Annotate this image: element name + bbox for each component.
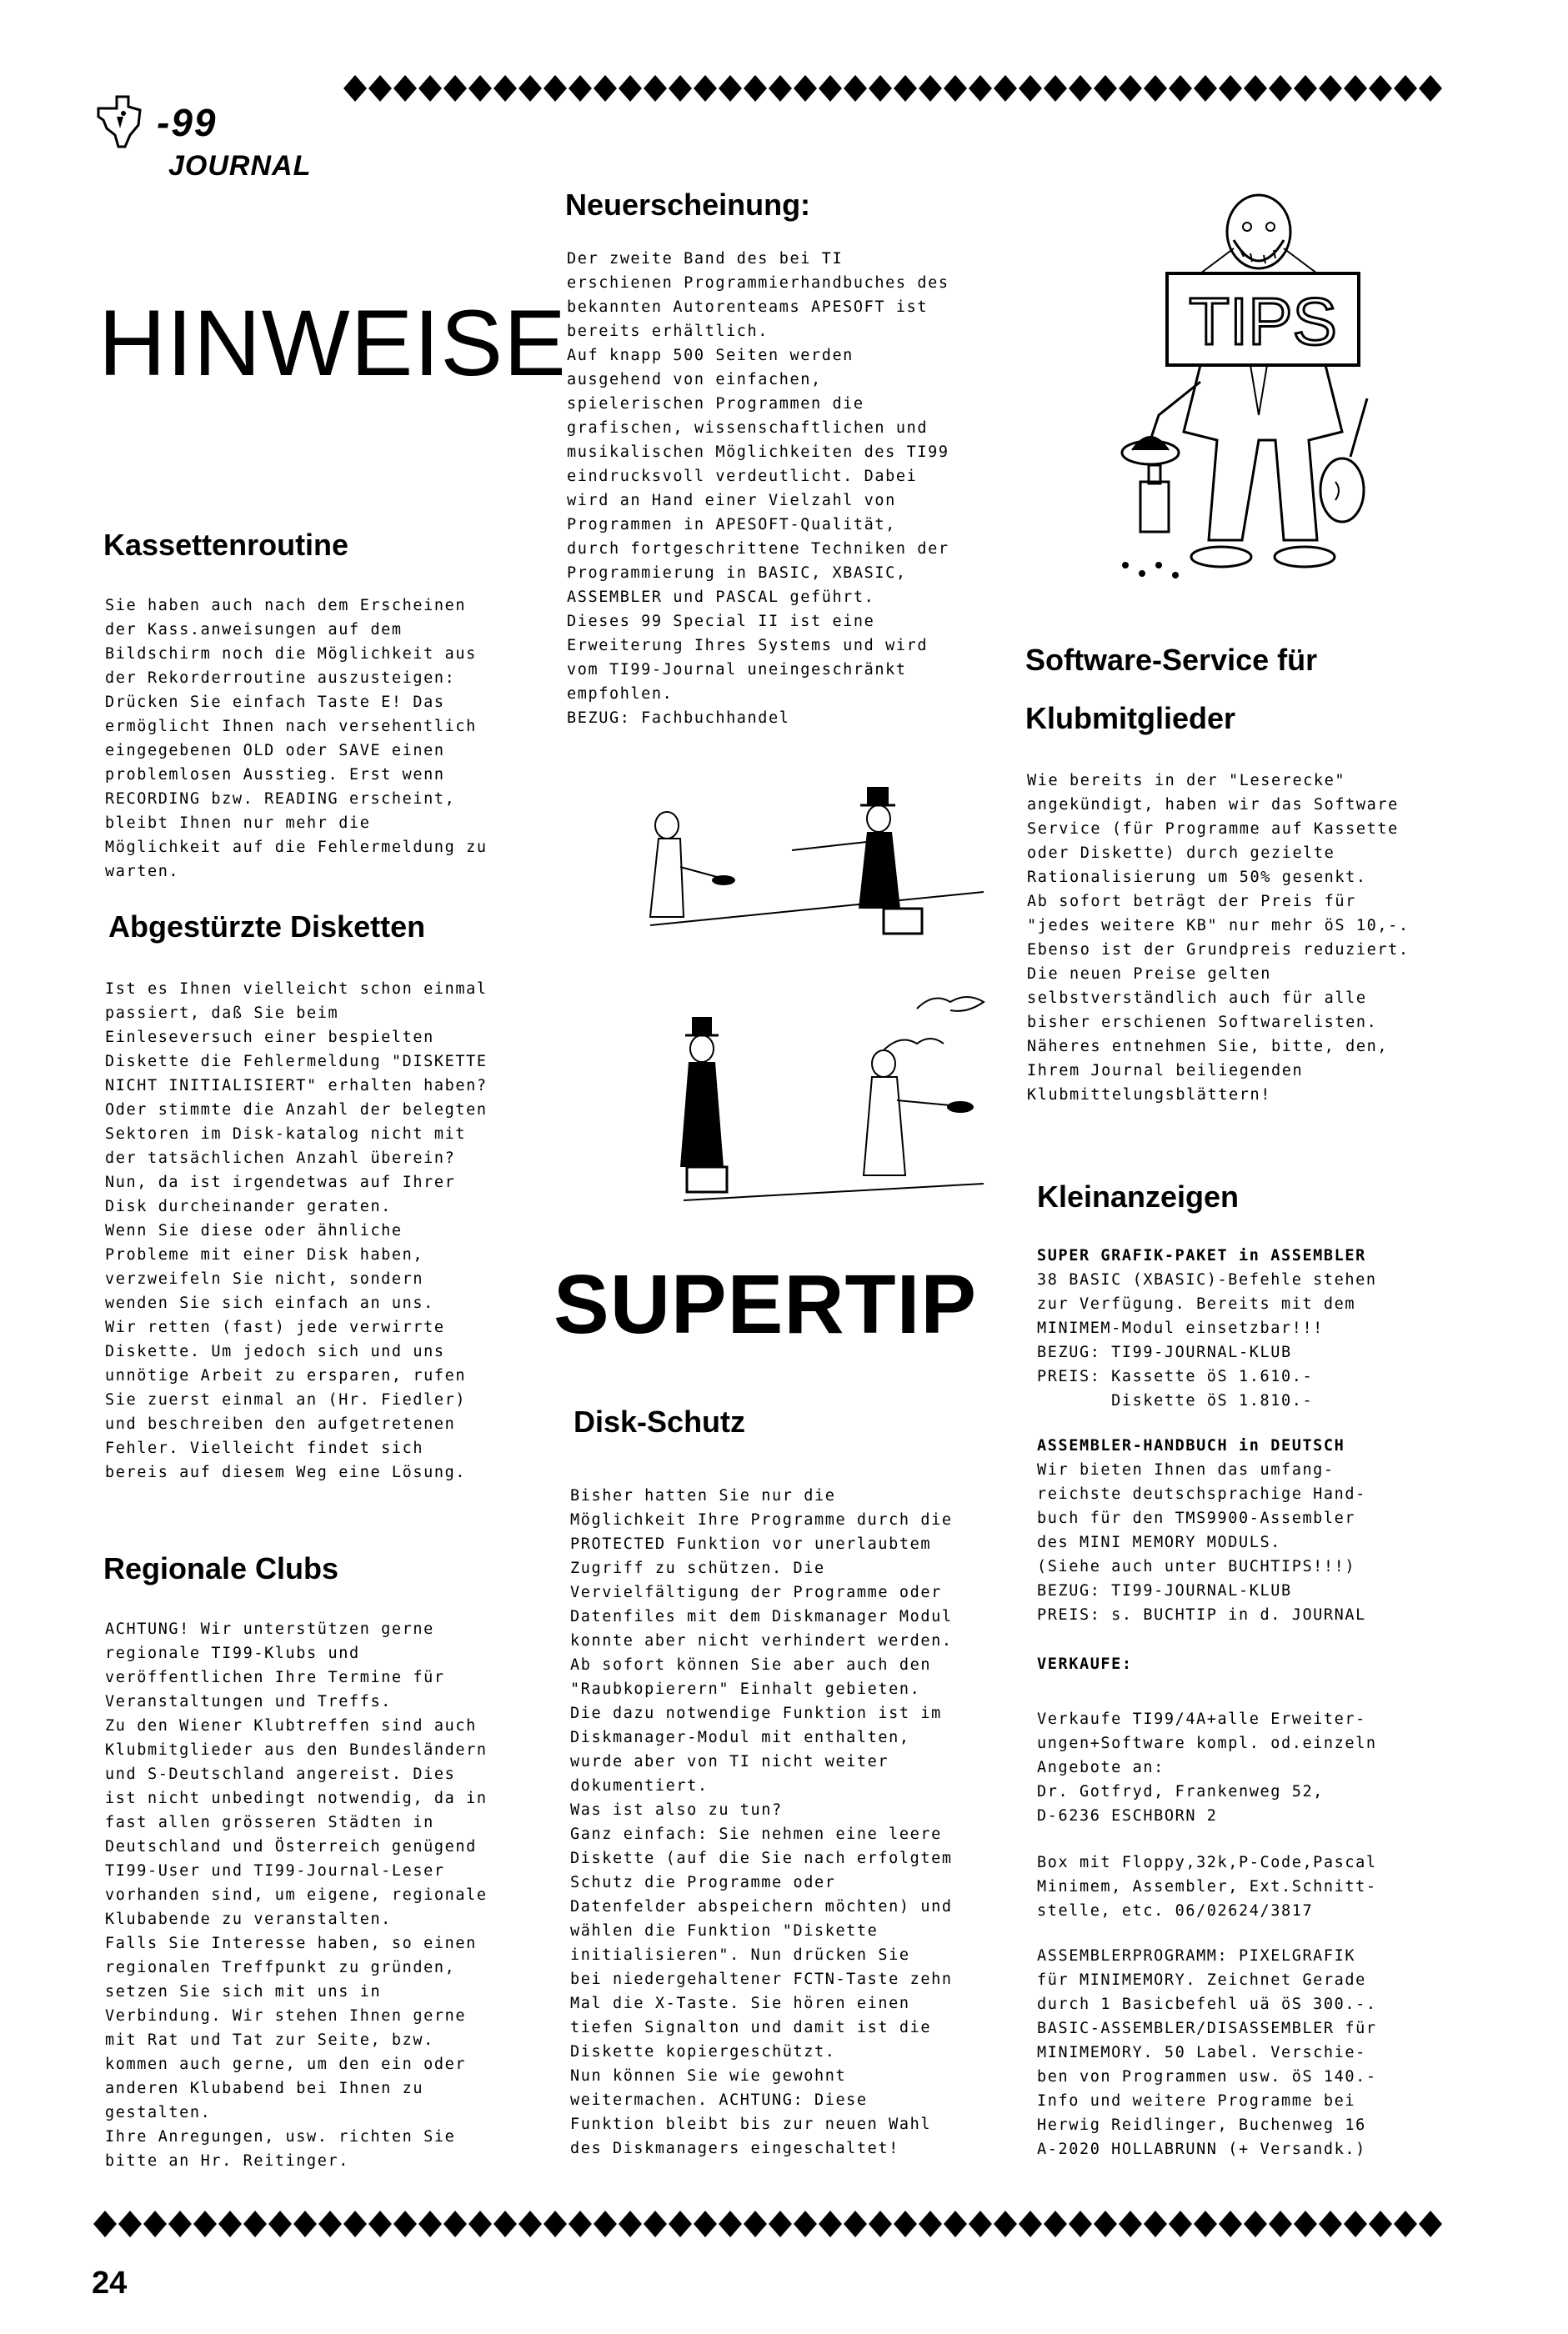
supertip-title: SUPERTIP	[554, 1258, 978, 1351]
abgestuerzte-line: bereis auf diesem Weg eine Lösung.	[105, 1464, 467, 1481]
ornament-diamond	[719, 75, 742, 102]
ad-ti99-line: ungen+Software kompl. od.einzeln	[1037, 1735, 1377, 1752]
neuerscheinung-line: eindrucksvoll verdeutlicht. Dabei	[567, 468, 918, 485]
regionale-line: kommen auch gerne, um den ein oder	[105, 2056, 467, 2073]
abgestuerzte-line: Nun, da ist irgendetwas auf Ihrer	[105, 1174, 456, 1191]
abgestuerzte-line: der tatsächlichen Anzahl überein?	[105, 1149, 456, 1167]
neuerscheinung-text	[567, 247, 1000, 730]
regionale-line: und S-Deutschland angereist. Dies	[105, 1766, 456, 1783]
ornament-diamond	[644, 75, 667, 102]
kleinanzeigen-ad-grafik	[1037, 1244, 1470, 1413]
kassettenroutine-line: Sie haben auch nach dem Erscheinen	[105, 597, 467, 614]
abgestuerzte-line: Einleseversuch einer bespielten	[105, 1029, 434, 1046]
ornament-diamond	[1094, 75, 1117, 102]
neuerscheinung-line: empfohlen.	[567, 685, 674, 703]
kleinanzeigen-ad-ti99	[1037, 1707, 1470, 1828]
regionale-line: Ihre Anregungen, usw. richten Sie	[105, 2128, 456, 2146]
kassettenroutine-line: Drücken Sie einfach Taste E! Das	[105, 694, 445, 711]
ornament-diamond	[1019, 2211, 1042, 2237]
ornament-diamond	[969, 2211, 992, 2237]
ornament-diamond	[569, 75, 592, 102]
ornament-diamond	[268, 2211, 292, 2237]
neuerscheinung-line: musikalischen Möglichkeiten des TI99	[567, 443, 949, 461]
disk-schutz-line: des Diskmanagers eingeschaltet!	[570, 2140, 899, 2157]
regionale-line: vorhanden sind, um eigene, regionale	[105, 1886, 488, 1904]
ornament-diamond	[594, 75, 617, 102]
neuerscheinung-heading: Neuerscheinung:	[565, 188, 811, 222]
disk-schutz-line: Nun können Sie wie gewohnt	[570, 2067, 847, 2085]
neuerscheinung-line: BEZUG: Fachbuchhandel	[567, 709, 790, 727]
ad-handbuch-line: PREIS: s. BUCHTIP in d. JOURNAL	[1037, 1606, 1366, 1624]
ornament-diamond	[969, 75, 992, 102]
ornament-diamond	[1069, 75, 1092, 102]
ad-ti99-line: D-6236 ESCHBORN 2	[1037, 1807, 1218, 1825]
ad-assembler-line: MINIMEMORY. 50 Label. Verschie-	[1037, 2044, 1366, 2061]
ornament-diamond	[744, 75, 767, 102]
ornament-diamond	[1044, 75, 1067, 102]
ornament-diamond	[518, 75, 542, 102]
ornament-diamond	[944, 75, 967, 102]
tips-beggar-illustration	[1117, 190, 1417, 640]
ornament-diamond	[1344, 2211, 1367, 2237]
ti99-journal-logo	[92, 92, 312, 192]
disk-schutz-line: Ab sofort können Sie aber auch den	[570, 1656, 932, 1674]
ornament-diamond	[368, 2211, 392, 2237]
disk-schutz-line: initialisieren". Nun drücken Sie	[570, 1946, 910, 1964]
ornament-diamond	[769, 75, 792, 102]
kassettenroutine-line: warten.	[105, 863, 180, 880]
software-service-line: Ihrem Journal beiliegenden	[1027, 1062, 1304, 1079]
ornament-diamond	[343, 75, 367, 102]
disk-schutz-line: Die dazu notwendige Funktion ist im	[570, 1705, 942, 1722]
kleinanzeigen-ad-assembler	[1037, 1944, 1470, 2161]
regionale-line: Verbindung. Wir stehen Ihnen gerne	[105, 2007, 467, 2025]
ornament-diamond	[318, 2211, 342, 2237]
disk-schutz-line: "Raubkopierern" Einhalt gebieten.	[570, 1680, 921, 1698]
ornament-diamond	[1119, 2211, 1142, 2237]
kassettenroutine-line: Bildschirm noch die Möglichkeit aus	[105, 645, 477, 663]
neuerscheinung-line: Dieses 99 Special II ist eine	[567, 613, 875, 630]
kassettenroutine-line: bleibt Ihnen nur mehr die	[105, 814, 371, 832]
software-service-text	[1027, 769, 1460, 1107]
disk-schutz-line: wählen die Funktion "Diskette	[570, 1922, 879, 1940]
ornament-diamond	[544, 2211, 567, 2237]
abgestuerzte-heading: Abgestürzte Disketten	[108, 909, 426, 944]
ad-handbuch-line: Wir bieten Ihnen das umfang-	[1037, 1461, 1335, 1479]
kassettenroutine-line: Möglichkeit auf die Fehlermeldung zu	[105, 839, 488, 856]
ornament-diamond	[118, 2211, 142, 2237]
software-service-line: Ab sofort beträgt der Preis für	[1027, 893, 1356, 910]
ornament-diamond	[368, 75, 392, 102]
ornament-diamond	[1269, 2211, 1292, 2237]
regionale-line: regionale TI99-Klubs und	[105, 1645, 360, 1662]
ad-grafik-line: SUPER GRAFIK-PAKET in ASSEMBLER	[1037, 1247, 1366, 1265]
neuerscheinung-line: wird an Hand einer Vielzahl von	[567, 492, 896, 509]
neuerscheinung-line: ausgehend von einfachen,	[567, 371, 822, 388]
ad-grafik-line: MINIMEM-Modul einsetzbar!!!	[1037, 1320, 1324, 1337]
ornament-diamond	[744, 2211, 767, 2237]
ornament-diamond	[1294, 2211, 1317, 2237]
abgestuerzte-line: Wenn Sie diese oder ähnliche	[105, 1222, 403, 1240]
ornament-diamond	[1419, 2211, 1442, 2237]
ornament-diamond	[694, 2211, 717, 2237]
ornament-diamond	[919, 75, 942, 102]
ornament-diamond	[468, 2211, 492, 2237]
kassettenroutine-text	[105, 594, 539, 884]
ornament-diamond	[994, 2211, 1017, 2237]
disk-schutz-line: Diskmanager-Modul mit enthalten,	[570, 1729, 910, 1746]
software-service-line: Klubmittelungsblättern!	[1027, 1086, 1271, 1104]
ornament-diamond	[1369, 75, 1392, 102]
ornament-diamond	[994, 75, 1017, 102]
bottom-ornament-border	[92, 2201, 1475, 2247]
neuerscheinung-line: ASSEMBLER und PASCAL geführt.	[567, 589, 875, 606]
disk-schutz-line: Mal die X-Taste. Sie hören einen	[570, 1995, 910, 2012]
software-service-line: Rationalisierung um 50% gesenkt.	[1027, 869, 1367, 886]
ornament-diamond	[1269, 75, 1292, 102]
neuerscheinung-line: durch fortgeschrittene Techniken der	[567, 540, 949, 558]
regionale-heading: Regionale Clubs	[103, 1551, 339, 1585]
disk-schutz-line: Möglichkeit Ihre Programme durch die	[570, 1511, 953, 1529]
ornament-diamond	[1369, 2211, 1392, 2237]
neuerscheinung-line: Programmierung in BASIC, XBASIC,	[567, 564, 907, 582]
ornament-diamond	[93, 2211, 117, 2237]
kassettenroutine-line: der Kass.anweisungen auf dem	[105, 621, 403, 639]
disk-schutz-line: weitermachen. ACHTUNG: Diese	[570, 2091, 868, 2109]
disk-schutz-line: Datenfelder abspeichern möchten) und	[570, 1898, 953, 1916]
regionale-line: Klubmitglieder aus den Bundesländern	[105, 1741, 488, 1759]
ad-assembler-line: ASSEMBLERPROGRAMM: PIXELGRAFIK	[1037, 1947, 1356, 1965]
disk-schutz-line: Was ist also zu tun?	[570, 1801, 783, 1819]
ornament-diamond	[1194, 2211, 1217, 2237]
software-service-line: Näheres entnehmen Sie, bitte, den,	[1027, 1038, 1389, 1055]
ornament-diamond	[1294, 75, 1317, 102]
neuerscheinung-line: spielerischen Programmen die	[567, 395, 864, 413]
ornament-diamond	[1069, 2211, 1092, 2237]
ornament-diamond	[944, 2211, 967, 2237]
software-service-line: Wie bereits in der "Leserecke"	[1027, 772, 1346, 789]
regionale-line: fast allen grösseren Städten in	[105, 1814, 434, 1831]
abgestuerzte-line: Ist es Ihnen vielleicht schon einmal	[105, 980, 488, 998]
ornament-diamond	[1344, 75, 1367, 102]
regionale-line: Zu den Wiener Klubtreffen sind auch	[105, 1717, 477, 1735]
disk-schutz-line: Diskette (auf die Sie nach erfolgtem	[570, 1850, 953, 1867]
businessmen-illustration	[634, 784, 1000, 1234]
kassettenroutine-line: RECORDING bzw. READING erscheint,	[105, 790, 456, 808]
ornament-diamond	[869, 75, 892, 102]
regionale-line: bitte an Hr. Reitinger.	[105, 2152, 349, 2170]
ornament-diamond	[218, 2211, 242, 2237]
ornament-diamond	[719, 2211, 742, 2237]
logo-number: -99	[157, 101, 218, 144]
abgestuerzte-line: wenden Sie sich einfach an uns.	[105, 1295, 434, 1312]
kassettenroutine-line: ermöglicht Ihnen nach versehentlich	[105, 718, 477, 735]
regionale-line: Klubabende zu veranstalten.	[105, 1911, 392, 1928]
ornament-diamond	[343, 2211, 367, 2237]
regionale-line: Deutschland und Österreich genügend	[105, 1838, 477, 1856]
regionale-line: regionalen Treffpunkt zu gründen,	[105, 1959, 456, 1976]
disk-schutz-line: PROTECTED Funktion vor unerlaubtem	[570, 1535, 932, 1553]
abgestuerzte-line: und beschreiben den aufgetretenen	[105, 1415, 456, 1433]
ornament-diamond	[493, 75, 517, 102]
abgestuerzte-line: NICHT INITIALISIERT" erhalten haben?	[105, 1077, 488, 1094]
ornament-diamond	[168, 2211, 192, 2237]
software-service-line: bisher erschienen Softwarelisten.	[1027, 1014, 1378, 1031]
abgestuerzte-line: Diskette. Um jedoch sich und uns	[105, 1343, 445, 1360]
ornament-diamond	[1119, 75, 1142, 102]
neuerscheinung-line: grafischen, wissenschaftlichen und	[567, 419, 929, 437]
ornament-diamond	[518, 2211, 542, 2237]
kleinanzeigen-ad-box	[1037, 1851, 1470, 1923]
neuerscheinung-line: bekannten Autorenteams APESOFT ist	[567, 298, 929, 316]
disk-schutz-line: Ganz einfach: Sie nehmen eine leere	[570, 1826, 942, 1843]
ornament-diamond	[1244, 2211, 1267, 2237]
regionale-line: Veranstaltungen und Treffs.	[105, 1693, 392, 1710]
software-service-line: oder Diskette) durch gezielte	[1027, 844, 1335, 862]
ad-assembler-line: durch 1 Basicbefehl uä öS 300.-.	[1037, 1996, 1377, 2013]
ornament-diamond	[1394, 2211, 1417, 2237]
disk-schutz-line: tiefen Signalton und damit ist die	[570, 2019, 932, 2036]
ornament-diamond	[769, 2211, 792, 2237]
kleinanzeigen-heading: Kleinanzeigen	[1037, 1180, 1240, 1214]
regionale-line: gestalten.	[105, 2104, 212, 2121]
ad-grafik-line: 38 BASIC (XBASIC)-Befehle stehen	[1037, 1271, 1377, 1289]
ad-ti99-line: Verkaufe TI99/4A+alle Erweiter-	[1037, 1710, 1366, 1728]
kassettenroutine-line: der Rekorderroutine auszusteigen:	[105, 669, 456, 687]
disk-schutz-line: konnte aber nicht verhindert werden.	[570, 1632, 953, 1650]
regionale-text	[105, 1617, 539, 2173]
ornament-diamond	[418, 75, 442, 102]
ad-assembler-line: für MINIMEMORY. Zeichnet Gerade	[1037, 1971, 1366, 1989]
ad-assembler-line: A-2020 HOLLABRUNN (+ Versandk.)	[1037, 2141, 1366, 2158]
ad-grafik-line: PREIS: Kassette öS 1.610.-	[1037, 1368, 1314, 1385]
abgestuerzte-text	[105, 977, 539, 1485]
ad-assembler-line: Info und weitere Programme bei	[1037, 2092, 1356, 2110]
ornament-diamond	[844, 75, 867, 102]
abgestuerzte-line: verzweifeln Sie nicht, sondern	[105, 1270, 424, 1288]
ornament-diamond	[393, 2211, 417, 2237]
ornament-diamond	[919, 2211, 942, 2237]
ornament-diamond	[894, 2211, 917, 2237]
ornament-diamond	[669, 2211, 692, 2237]
abgestuerzte-line: passiert, daß Sie beim	[105, 1004, 339, 1022]
regionale-line: TI99-User und TI99-Journal-Leser	[105, 1862, 445, 1880]
ornament-diamond	[1419, 75, 1442, 102]
abgestuerzte-line: Fehler. Vielleicht findet sich	[105, 1440, 424, 1457]
logo-word: JOURNAL	[168, 150, 312, 182]
ad-grafik-line: BEZUG: TI99-JOURNAL-KLUB	[1037, 1344, 1292, 1361]
regionale-line: mit Rat und Tat zur Seite, bzw.	[105, 2031, 434, 2049]
kassettenroutine-line: eingegebenen OLD oder SAVE einen	[105, 742, 445, 759]
disk-schutz-heading: Disk-Schutz	[574, 1405, 746, 1439]
ad-assembler-line: Herwig Reidlinger, Buchenweg 16	[1037, 2116, 1366, 2134]
top-ornament-border	[342, 65, 1475, 112]
regionale-line: veröffentlichen Ihre Termine für	[105, 1669, 445, 1686]
ornament-diamond	[243, 2211, 267, 2237]
software-service-heading-line1: Software-Service für	[1025, 643, 1318, 677]
ornament-diamond	[794, 75, 817, 102]
ornament-diamond	[694, 75, 717, 102]
software-service-line: angekündigt, haben wir das Software	[1027, 796, 1399, 814]
tips-sign-text: TIPS	[1189, 284, 1337, 358]
ad-grafik-line: Diskette öS 1.810.-	[1037, 1392, 1314, 1410]
ornament-diamond	[393, 75, 417, 102]
abgestuerzte-line: Sektoren im Disk-katalog nicht mit	[105, 1125, 467, 1143]
ornament-diamond	[869, 2211, 892, 2237]
disk-schutz-line: wurde aber von TI nicht weiter	[570, 1753, 889, 1771]
software-service-line: selbstverständlich auch für alle	[1027, 989, 1367, 1007]
ad-handbuch-line: des MINI MEMORY MODULS.	[1037, 1534, 1281, 1551]
software-service-line: Die neuen Preise gelten	[1027, 965, 1271, 983]
neuerscheinung-line: Auf knapp 500 Seiten werden	[567, 347, 854, 364]
disk-schutz-line: bei niedergehaltener FCTN-Taste zehn	[570, 1971, 953, 1988]
ornament-diamond	[619, 75, 642, 102]
ornament-diamond	[619, 2211, 642, 2237]
regionale-line: ist nicht unbedingt notwendig, da in	[105, 1790, 488, 1807]
ornament-diamond	[569, 2211, 592, 2237]
ornament-diamond	[1194, 75, 1217, 102]
disk-schutz-text	[570, 1484, 1004, 2161]
ornament-diamond	[143, 2211, 167, 2237]
disk-schutz-line: Bisher hatten Sie nur die	[570, 1487, 836, 1505]
ornament-diamond	[1219, 2211, 1242, 2237]
ad-handbuch-line: ASSEMBLER-HANDBUCH in DEUTSCH	[1037, 1437, 1345, 1455]
ornament-diamond	[844, 2211, 867, 2237]
abgestuerzte-line: Sie zuerst einmal an (Hr. Fiedler)	[105, 1391, 467, 1409]
neuerscheinung-line: Erweiterung Ihres Systems und wird	[567, 637, 929, 654]
ornament-diamond	[894, 75, 917, 102]
ornament-diamond	[1144, 2211, 1167, 2237]
ornament-diamond	[644, 2211, 667, 2237]
ad-handbuch-line: BEZUG: TI99-JOURNAL-KLUB	[1037, 1582, 1292, 1600]
texas-instruments-logo-icon	[92, 92, 150, 150]
ornament-diamond	[1169, 75, 1192, 102]
ornament-diamond	[1019, 75, 1042, 102]
neuerscheinung-line: Programmen in APESOFT-Qualität,	[567, 516, 896, 533]
disk-schutz-line: Zugriff zu schützen. Die	[570, 1560, 825, 1577]
neuerscheinung-line: bereits erhältlich.	[567, 323, 769, 340]
ornament-diamond	[193, 2211, 217, 2237]
ornament-diamond	[794, 2211, 817, 2237]
ornament-diamond	[1244, 75, 1267, 102]
ad-handbuch-line: (Siehe auch unter BUCHTIPS!!!)	[1037, 1558, 1356, 1575]
page-title-hinweise: HINWEISE	[98, 291, 567, 395]
ornament-diamond	[1044, 2211, 1067, 2237]
ad-box-line: Minimem, Assembler, Ext.Schnitt-	[1037, 1878, 1377, 1896]
software-service-line: Service (für Programme auf Kassette	[1027, 820, 1399, 838]
ornament-diamond	[819, 75, 842, 102]
regionale-line: Falls Sie Interesse haben, so einen	[105, 1935, 477, 1952]
ornament-diamond	[1319, 75, 1342, 102]
ornament-diamond	[1394, 75, 1417, 102]
regionale-line: ACHTUNG! Wir unterstützen gerne	[105, 1620, 434, 1638]
ornament-diamond	[1319, 2211, 1342, 2237]
disk-schutz-line: Funktion bleibt bis zur neuen Wahl	[570, 2116, 932, 2133]
ad-assembler-line: BASIC-ASSEMBLER/DISASSEMBLER für	[1037, 2020, 1377, 2037]
ad-box-line: stelle, etc. 06/02624/3817	[1037, 1902, 1314, 1920]
kassettenroutine-heading: Kassettenroutine	[103, 528, 349, 562]
abgestuerzte-line: Oder stimmte die Anzahl der belegten	[105, 1101, 488, 1119]
ad-ti99-line: Angebote an:	[1037, 1759, 1165, 1776]
ornament-diamond	[443, 2211, 467, 2237]
disk-schutz-line: Vervielfältigung der Programme oder	[570, 1584, 942, 1601]
ad-grafik-line: zur Verfügung. Bereits mit dem	[1037, 1295, 1356, 1313]
software-service-heading-line2: Klubmitglieder	[1025, 701, 1236, 735]
disk-schutz-line: dokumentiert.	[570, 1777, 709, 1795]
ornament-diamond	[544, 75, 567, 102]
neuerscheinung-line: Der zweite Band des bei TI	[567, 250, 844, 268]
abgestuerzte-line: unnötige Arbeit zu ersparen, rufen	[105, 1367, 467, 1385]
regionale-line: anderen Klubabend bei Ihnen zu	[105, 2080, 424, 2097]
abgestuerzte-line: Diskette die Fehlermeldung "DISKETTE	[105, 1053, 488, 1070]
ad-box-line: Box mit Floppy,32k,P-Code,Pascal	[1037, 1854, 1377, 1871]
ornament-diamond	[819, 2211, 842, 2237]
ad-ti99-line: Dr. Gotfryd, Frankenweg 52,	[1037, 1783, 1324, 1801]
neuerscheinung-line: vom TI99-Journal uneingeschränkt	[567, 661, 907, 679]
software-service-line: Ebenso ist der Grundpreis reduziert.	[1027, 941, 1410, 959]
ad-handbuch-line: buch für den TMS9900-Assembler	[1037, 1510, 1356, 1527]
kleinanzeigen-ad-handbuch	[1037, 1434, 1470, 1627]
ornament-diamond	[293, 2211, 317, 2237]
ornament-diamond	[669, 75, 692, 102]
ornament-diamond	[594, 2211, 617, 2237]
ornament-diamond	[1144, 75, 1167, 102]
neuerscheinung-line: erschienen Programmierhandbuches des	[567, 274, 949, 292]
ad-assembler-line: ben von Programmen usw. öS 140.-	[1037, 2068, 1377, 2086]
ornament-diamond	[1169, 2211, 1192, 2237]
disk-schutz-line: Diskette kopiergeschützt.	[570, 2043, 836, 2061]
kassettenroutine-line: problemlosen Ausstieg. Erst wenn	[105, 766, 445, 784]
abgestuerzte-line: Disk durcheinander geraten.	[105, 1198, 392, 1215]
disk-schutz-line: Datenfiles mit dem Diskmanager Modul	[570, 1608, 953, 1625]
disk-schutz-line: Schutz die Programme oder	[570, 1874, 836, 1891]
regionale-line: setzen Sie sich mit uns in	[105, 1983, 382, 2001]
page-number: 24	[92, 2266, 128, 2301]
software-service-line: "jedes weitere KB" nur mehr öS 10,-.	[1027, 917, 1410, 934]
ornament-diamond	[493, 2211, 517, 2237]
abgestuerzte-line: Probleme mit einer Disk haben,	[105, 1246, 424, 1264]
ornament-diamond	[1219, 75, 1242, 102]
ad-handbuch-line: reichste deutschsprachige Hand-	[1037, 1485, 1366, 1503]
ornament-diamond	[418, 2211, 442, 2237]
verkaufe-label: VERKAUFE:	[1037, 1655, 1133, 1673]
abgestuerzte-line: Wir retten (fast) jede verwirrte	[105, 1319, 445, 1336]
ornament-diamond	[1094, 2211, 1117, 2237]
ornament-diamond	[468, 75, 492, 102]
ornament-diamond	[443, 75, 467, 102]
